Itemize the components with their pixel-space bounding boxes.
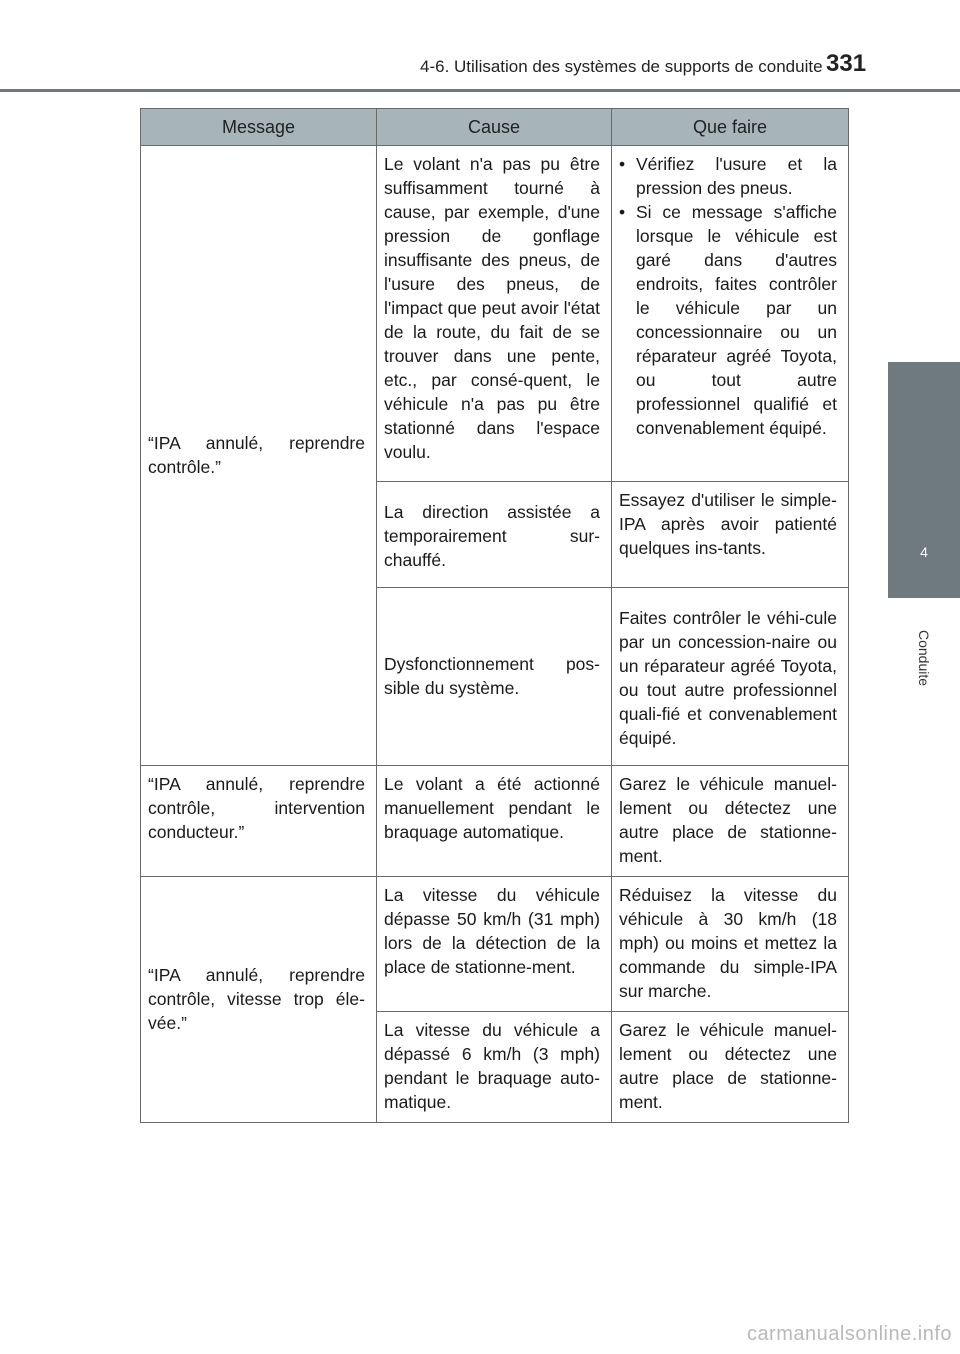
- chapter-number: 4: [920, 544, 928, 560]
- chapter-tab: [888, 362, 960, 598]
- message-table: [140, 108, 849, 1123]
- cause-cell: La vitesse du véhicule a dépassé 6 km/h (3 mph) pendant le braquage auto-matique.: [377, 1012, 612, 1123]
- chapter-label: Conduite: [916, 629, 932, 687]
- cause-cell: La direction assistée a temporairement sur-chauffé.: [377, 482, 612, 588]
- action-cell: Essayez d'utiliser le simple-IPA après avoir patienté quelques ins-tants.: [612, 482, 849, 588]
- header-cause: Cause: [377, 109, 612, 146]
- header-rule: [0, 89, 960, 92]
- page-number: 331: [826, 50, 867, 77]
- message-cell: “IPA annulé, reprendre contrôle.”: [141, 146, 377, 766]
- cause-cell: La vitesse du véhicule dépasse 50 km/h (31 mph) lors de la détection de la place de stationne-ment.: [377, 877, 612, 1012]
- action-list: [619, 152, 837, 440]
- header-que-faire: Que faire: [612, 109, 849, 146]
- action-bullet: • Vérifiez l'usure et la pression des pneus.: [619, 152, 837, 200]
- section-title: 4-6. Utilisation des systèmes de supports de conduite: [420, 57, 823, 76]
- chapter-label-area: [888, 598, 960, 738]
- table-row: [141, 877, 849, 1012]
- action-cell: [612, 146, 849, 482]
- table-header-row: [141, 109, 849, 146]
- table-row: [141, 146, 849, 482]
- action-bullet: • Si ce message s'affiche lorsque le véhicule est garé dans d'autres endroits, faites contrôler le véhicule par un concessionnaire ou un réparateur agréé Toyota, ou tout autre professionnel qualifié et convenablement équipé.: [619, 200, 837, 440]
- action-cell: Garez le véhicule manuel-lement ou détectez une autre place de stationne-ment.: [612, 1012, 849, 1123]
- table-row: [141, 766, 849, 877]
- action-cell: Faites contrôler le véhi-cule par un concession-naire ou un réparateur agréé Toyota, ou tout autre professionnel quali-fié et convenablement équipé.: [612, 588, 849, 766]
- cause-cell: Le volant n'a pas pu être suffisamment tourné à cause, par exemple, d'une pression de gonflage insuffisante des pneus, de l'usure des pneus, de l'impact que peut avoir l'état de la route, du fait de se trouver dans une pente, etc., par consé-quent, le véhicule n'a pas pu être stationné dans l'espace voulu.: [377, 146, 612, 482]
- action-cell: Garez le véhicule manuel-lement ou détectez une autre place de stationne-ment.: [612, 766, 849, 877]
- action-cell: Réduisez la vitesse du véhicule à 30 km/h (18 mph) ou moins et mettez la commande du simple-IPA sur marche.: [612, 877, 849, 1012]
- header-message: Message: [141, 109, 377, 146]
- watermark-logo: carmanualsonline.info: [746, 1323, 952, 1345]
- message-cell: “IPA annulé, reprendre contrôle, vitesse trop éle-vée.”: [141, 877, 377, 1123]
- cause-cell: Dysfonctionnement pos-sible du système.: [377, 588, 612, 766]
- message-cell: “IPA annulé, reprendre contrôle, intervention conducteur.”: [141, 766, 377, 877]
- cause-cell: Le volant a été actionné manuellement pendant le braquage automatique.: [377, 766, 612, 877]
